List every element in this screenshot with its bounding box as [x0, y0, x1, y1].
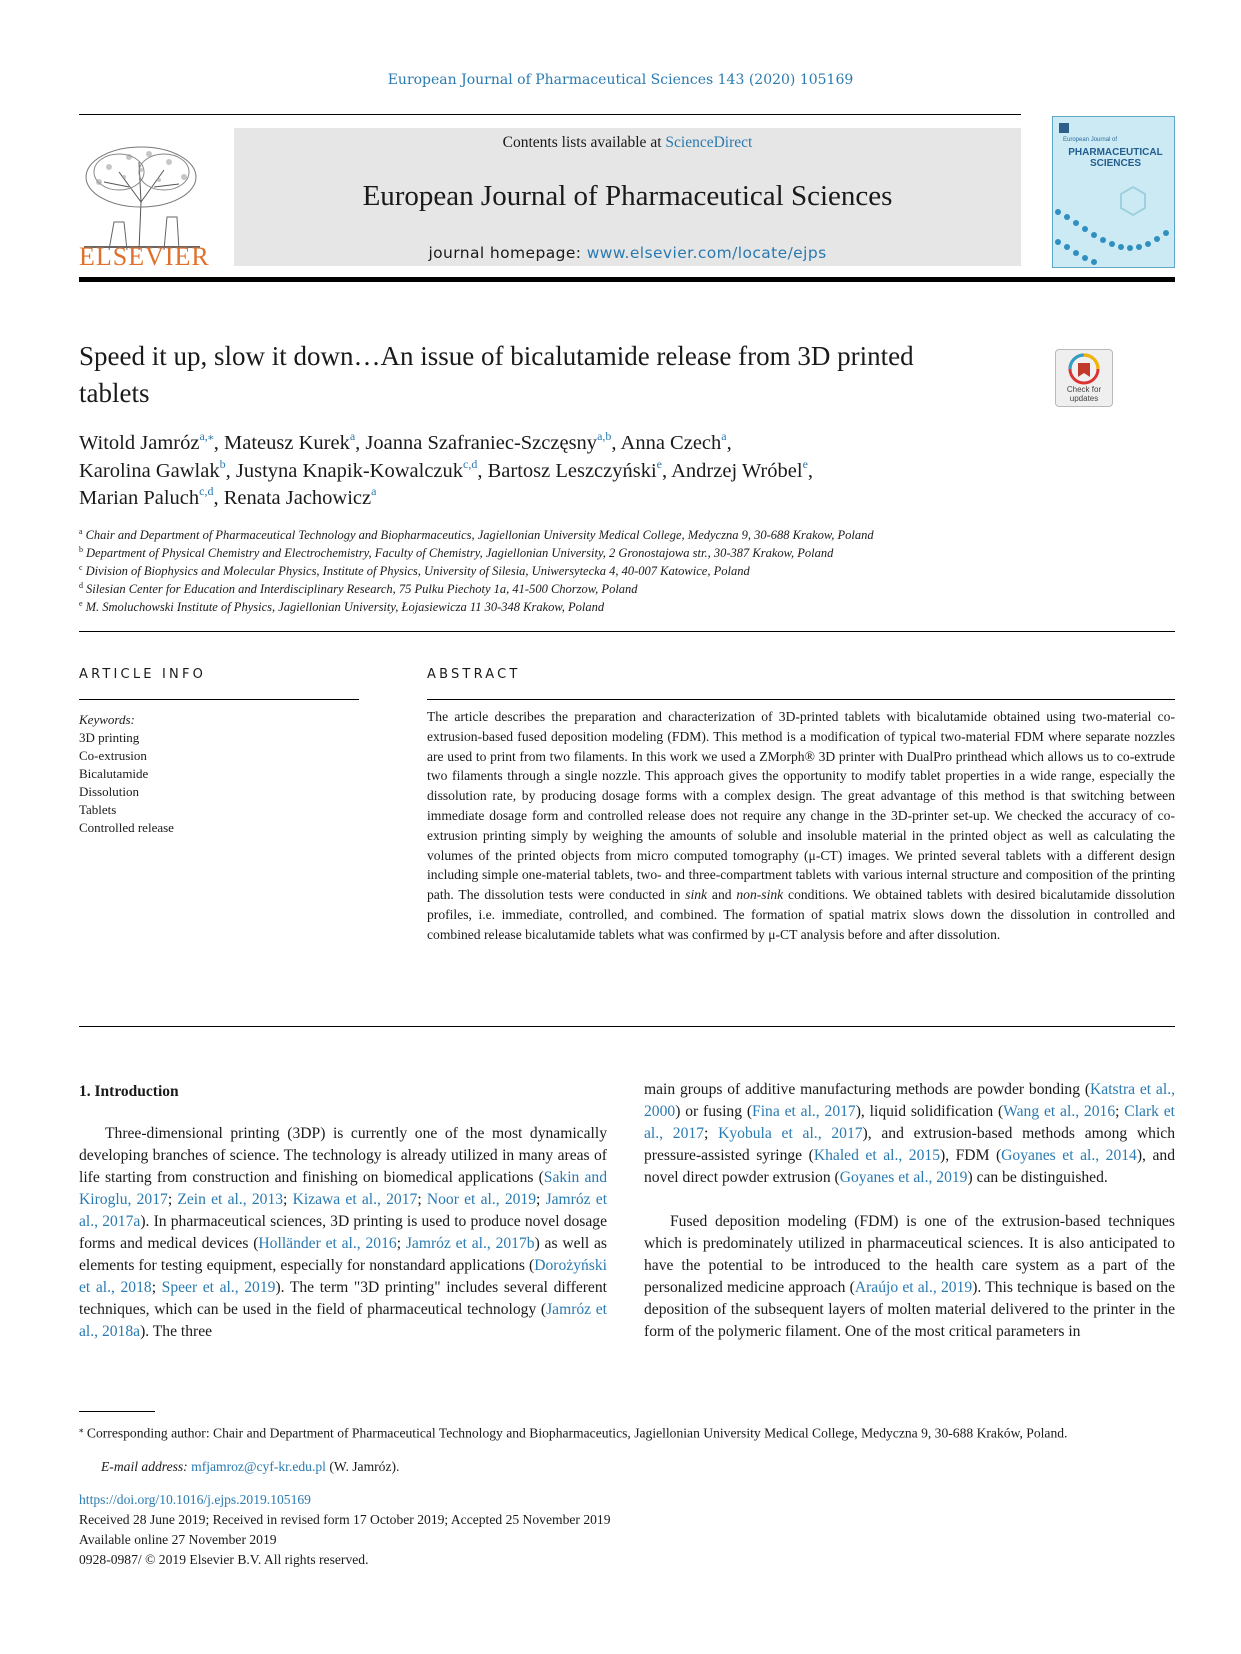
body-text: ) or fusing ( — [675, 1103, 753, 1120]
author-name: Renata Jachowicz — [223, 487, 372, 509]
doi-link[interactable]: https://doi.org/10.1016/j.ejps.2019.105169 — [79, 1492, 311, 1507]
author-affiliation-mark[interactable]: c,d — [199, 484, 214, 498]
body-text: ; — [396, 1235, 406, 1252]
affiliation-text: Silesian Center for Education and Interdisciplinary Research, 75 Pulku Piechoty 1a, 41-500 Chorzow, Poland — [86, 582, 638, 596]
author-separator: , — [726, 432, 732, 454]
affiliation-mark: d — [79, 581, 83, 590]
author-name: Witold Jamróz — [79, 432, 200, 454]
author-name: Bartosz Leszczyński — [487, 459, 657, 482]
citation-link[interactable]: Katstra et al., 2000 — [644, 1081, 1175, 1120]
body-text: ; — [1115, 1103, 1125, 1120]
publication-info — [79, 1490, 979, 1570]
affiliations-bottom-rule — [79, 631, 1175, 632]
check-updates-label — [1056, 385, 1112, 403]
citation-link[interactable]: Araújo et al., 2019 — [854, 1279, 973, 1296]
citation-link[interactable]: Holländer et al., 2016 — [258, 1235, 397, 1252]
affiliation-text: Department of Physical Chemistry and Electrochemistry, Faculty of Chemistry, Jagiellonian University, 2 Gronostajowa str., 30-387 Krakow, Poland — [86, 546, 834, 560]
citation-link[interactable]: Zein et al., 2013 — [177, 1191, 284, 1208]
affiliation-row — [79, 580, 1169, 598]
author-separator: , — [611, 432, 621, 454]
homepage-line — [234, 244, 1021, 262]
homepage-prefix: journal homepage: — [428, 244, 587, 262]
abstract-text — [427, 707, 1175, 945]
author-name: Joanna Szafraniec-Szczęsny — [365, 432, 598, 454]
keyword-item: Dissolution — [79, 784, 139, 799]
abstract-part-2: conditions. We obtained tablets with desired bicalutamide dissolution profiles, i.e. immediate, controlled, and combined. The formation of spatial matrix slows down the dissolution in controlled and combined release bicalutamide tablets what was confirmed by μ-CT analysis before and after dissolution. — [427, 887, 1175, 942]
citation-link[interactable]: Goyanes et al., 2014 — [1001, 1147, 1137, 1164]
body-text: ), and extrusion-based methods among which pressure-assisted syringe ( — [644, 1125, 1176, 1164]
citation-link[interactable]: Kyobula et al., 2017 — [718, 1125, 863, 1142]
intro-right-paragraph-1 — [644, 1079, 1175, 1189]
body-text: ). The term "3D printing" includes several different techniques, which can be used in the field of pharmaceutical technology ( — [79, 1279, 607, 1318]
contents-prefix: Contents lists available at — [502, 134, 666, 151]
check-updates-line-2: updates — [1069, 394, 1099, 403]
header-bottom-rule — [79, 277, 1175, 282]
citation-link[interactable]: Jamróz et al., 2018a — [79, 1301, 607, 1340]
affiliation-mark: b — [79, 545, 83, 554]
citation-link[interactable]: Clark et al., 2017 — [644, 1103, 1176, 1142]
email-link[interactable]: mfjamroz@cyf-kr.edu.pl — [191, 1459, 326, 1474]
keyword-item: Co-extrusion — [79, 748, 147, 763]
author-affiliation-mark[interactable]: e — [656, 456, 662, 471]
sciencedirect-link[interactable]: ScienceDirect — [665, 134, 753, 151]
body-text: ), and novel direct powder extrusion ( — [644, 1147, 1176, 1186]
citation-link[interactable]: Fina et al., 2017 — [752, 1103, 856, 1120]
author-separator: , — [213, 432, 225, 454]
contents-line — [234, 134, 1021, 152]
body-text: ; — [704, 1125, 719, 1142]
author-affiliation-mark[interactable]: a — [371, 484, 377, 498]
affiliation-mark: a — [79, 527, 83, 536]
author-separator: , — [477, 459, 488, 482]
author-separator: , — [807, 459, 814, 482]
body-text: ). In pharmaceutical sciences, 3D printing is used to produce novel dosage forms and medical devices ( — [79, 1213, 607, 1252]
affiliation-text: Chair and Department of Pharmaceutical Technology and Biopharmaceutics, Jagiellonian University Medical College, Medyczna 9, 30-688 Krakow, Poland — [85, 528, 874, 542]
body-text: Fused deposition modeling (FDM) is one of the extrusion-based techniques which is predominately utilized in pharmaceutical sciences. It is also anticipated to have the potential to be introduced to the health care system as a part of the personalized medicine approach ( — [644, 1213, 1175, 1296]
citation-link[interactable]: Wang et al., 2016 — [1003, 1103, 1116, 1120]
keyword-list — [79, 729, 359, 837]
body-text: Three-dimensional printing (3DP) is currently one of the most dynamically developing branches of science. The technology is already utilized in many areas of life starting from construction and finishing on biomedical applications ( — [79, 1125, 607, 1186]
abstract-non-sink: non-sink — [736, 887, 784, 903]
citation-link[interactable]: Jamróz et al., 2017a — [79, 1191, 608, 1230]
affiliation-row — [79, 526, 1169, 544]
footnote-text: Corresponding author: Chair and Department of Pharmaceutical Technology and Biopharmaceutics, Jagiellonian University Medical College, Medyczna 9, 30-688 Kraków, Poland. — [83, 1425, 1068, 1441]
citation-link[interactable]: Speer et al., 2019 — [161, 1279, 276, 1296]
author-affiliation-mark[interactable]: a — [721, 429, 727, 443]
header-top-rule — [79, 114, 1021, 115]
body-text: ; — [151, 1279, 162, 1296]
author-separator: , — [213, 487, 224, 509]
body-text: main groups of additive manufacturing methods are powder bonding ( — [644, 1081, 1091, 1098]
body-text: ), liquid solidification ( — [855, 1103, 1004, 1120]
keyword-item: Bicalutamide — [79, 766, 149, 781]
keyword-item: Tablets — [79, 802, 117, 817]
email-label: E-mail address: — [101, 1459, 188, 1474]
journal-citation[interactable]: European Journal of Pharmaceutical Sciences 143 (2020) 105169 — [387, 72, 854, 88]
body-text: ; — [417, 1191, 427, 1208]
abstract-bottom-rule — [79, 1026, 1175, 1027]
abstract-sink: sink — [685, 887, 708, 903]
author-affiliation-mark[interactable]: e — [802, 456, 808, 471]
keyword-item: Controlled release — [79, 820, 174, 835]
author-affiliation-mark[interactable]: a,⁎ — [199, 429, 214, 443]
body-text: ), FDM ( — [940, 1147, 1002, 1164]
homepage-link[interactable]: www.elsevier.com/locate/ejps — [586, 244, 827, 262]
affiliation-row — [79, 562, 1169, 580]
cover-small-text: European Journal of — [1063, 137, 1118, 143]
citation-link[interactable]: Khaled et al., 2015 — [813, 1147, 940, 1164]
email-line — [101, 1459, 399, 1475]
body-text: ) as well as elements for testing equipment, especially for nonstandard applications ( — [79, 1235, 607, 1274]
author-name: Anna Czech — [620, 432, 722, 454]
author-name: Justyna Knapik-Kowalczuk — [235, 459, 464, 482]
abstract-rule — [427, 699, 1175, 700]
author-separator: , — [662, 459, 672, 482]
article-title-line-1: Speed it up, slow it down…An issue of bicalutamide release from 3D printed — [79, 341, 914, 371]
author-separator: , — [355, 432, 366, 454]
citation-link[interactable]: Jamróz et al., 2017b — [405, 1235, 535, 1252]
citation-link[interactable]: Dorożyński et al., 2018 — [79, 1257, 607, 1296]
journal-title: European Journal of Pharmaceutical Sciences — [362, 180, 893, 212]
author-separator: , — [225, 459, 236, 482]
citation-link[interactable]: Goyanes et al., 2019 — [839, 1169, 968, 1186]
body-text: ; — [283, 1191, 293, 1208]
author-name: Andrzej Wróbel — [671, 459, 803, 482]
keywords-block — [79, 711, 359, 837]
check-for-updates-button[interactable] — [1055, 349, 1113, 407]
footnote-mark: ⁎ — [79, 1424, 84, 1434]
article-title — [79, 338, 1039, 412]
article-title-line-2: tablets — [79, 378, 150, 408]
affiliation-mark: e — [79, 599, 83, 608]
abstract-part-1: The article describes the preparation and characterization of 3D-printed tablets with bicalutamide obtained using two-material co-extrusion-based fused deposition modeling (FDM). This method is a modification of typical two-material FDM where separate nozzles are used to print from two filaments. In this work we used a ZMorph® 3D printer with DualPro printhead which allows us to co-extrude two filaments through a single nozzle. This approach gives the opportunity to modify tablet properties in a wide range, especially the dissolution rate, by producing dosage forms with a complex design. The great advantage of this method is that switching between immediate dosage form and controlled release does not require any change in the 3D-printer set-up. We checked the accuracy of co-extrusion printing simply by weighing the amounts of soluble and insoluble material in the printed object as well as calculating the volumes of the printed objects from micro computed tomography (μ-CT) images. We printed several tablets with a different design including simple one-material tablets, two- and three-compartment tablets with various internal structure and composition of the printing path. The dissolution tests were conducted in — [427, 709, 1175, 903]
article-info-rule — [79, 699, 359, 700]
body-text: ; — [536, 1191, 546, 1208]
introduction-heading: 1. Introduction — [79, 1083, 179, 1100]
citation-link[interactable]: Kizawa et al., 2017 — [292, 1191, 418, 1208]
citation-link[interactable]: Noor et al., 2019 — [426, 1191, 537, 1208]
keyword-item: 3D printing — [79, 730, 140, 745]
author-list — [79, 430, 1079, 513]
intro-right-paragraph-2 — [644, 1211, 1175, 1343]
author-name: Marian Paluch — [79, 487, 200, 509]
available-online: Available online 27 November 2019 — [79, 1532, 277, 1547]
abstract-and: and — [707, 887, 737, 903]
intro-left-column — [79, 1123, 607, 1343]
author-affiliation-mark[interactable]: b — [219, 456, 226, 471]
copyright: 0928-0987/ © 2019 Elsevier B.V. All rights reserved. — [79, 1552, 369, 1567]
affiliation-text: M. Smoluchowski Institute of Physics, Jagiellonian University, Łojasiewicza 11 30-348 Krakow, Poland — [85, 600, 605, 614]
author-name: Karolina Gawlak — [79, 459, 220, 482]
affiliation-row — [79, 598, 1169, 616]
check-updates-line-1: Check for — [1066, 385, 1102, 394]
received-dates: Received 28 June 2019; Received in revised form 17 October 2019; Accepted 25 November 2019 — [79, 1512, 611, 1527]
author-affiliation-mark[interactable]: a,b — [597, 429, 612, 443]
journal-cover-thumbnail[interactable] — [1052, 116, 1175, 268]
body-text: ). The three — [140, 1323, 213, 1340]
body-text: ) can be distinguished. — [967, 1169, 1108, 1186]
publisher-wordmark: ELSEVIER — [79, 242, 210, 271]
body-text: ). This technique is based on the deposition of the subsequent layers of molten material delivered to the printer in the form of the polymeric filament. One of the most critical parameters in — [644, 1279, 1176, 1340]
corresponding-author-footnote — [79, 1419, 1175, 1444]
affiliation-text: Division of Biophysics and Molecular Physics, Institute of Physics, University of Silesia, Uniwersytecka 4, 40-007 Katowice, Poland — [85, 564, 750, 578]
cover-title: PHARMACEUTICAL SCIENCES — [1068, 147, 1163, 169]
footnote-rule — [79, 1411, 155, 1412]
affiliation-mark: c — [79, 563, 83, 572]
affiliation-row — [79, 544, 1169, 562]
author-affiliation-mark[interactable]: a — [349, 429, 356, 443]
abstract-heading: ABSTRACT — [427, 667, 521, 682]
journal-banner — [234, 128, 1021, 266]
keywords-label: Keywords: — [79, 712, 135, 727]
body-text: ; — [167, 1191, 178, 1208]
article-info-heading: ARTICLE INFO — [79, 667, 207, 682]
author-name: Mateusz Kurek — [224, 432, 350, 454]
citation-link[interactable]: Sakin and Kiroglu, 2017 — [79, 1169, 607, 1208]
email-suffix: (W. Jamróz). — [325, 1459, 400, 1474]
check-updates-icon — [1068, 353, 1100, 385]
author-affiliation-mark[interactable]: c,d — [463, 456, 478, 471]
affiliation-list — [79, 526, 1169, 616]
